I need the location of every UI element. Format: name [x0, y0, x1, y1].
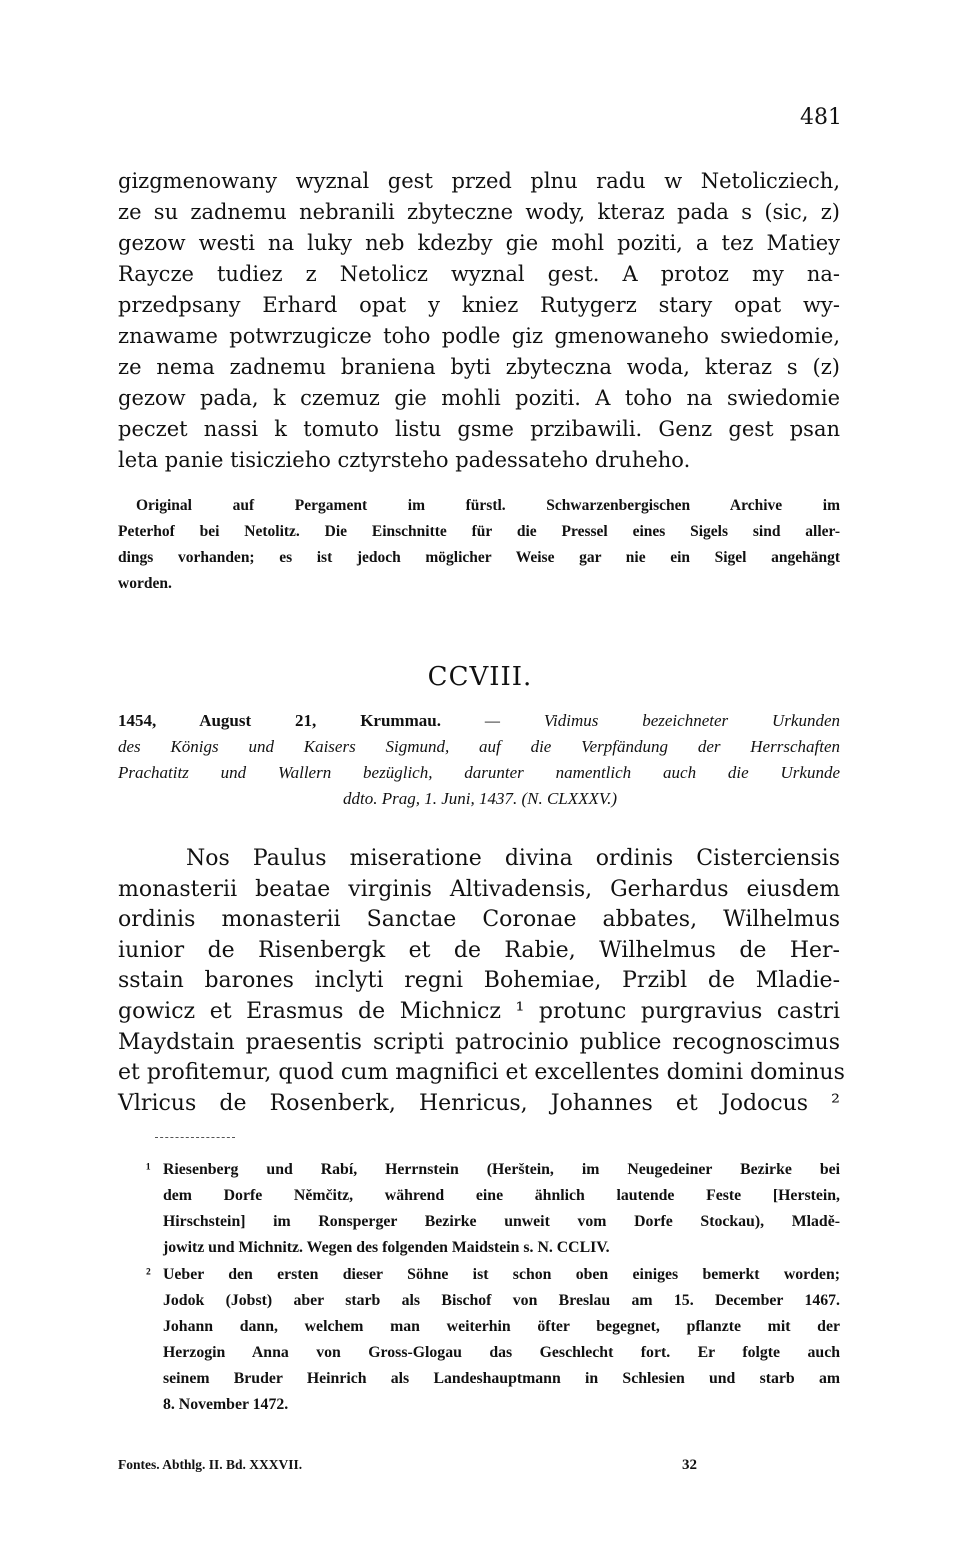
document-heading: CCVIII. [427, 662, 533, 692]
regest-line: des Königs und Kaisers Sigmund, auf die Verpfändung der Herrschaften [118, 737, 840, 756]
regest-title-start: — Vidimus bezeichneter Urkunden [440, 711, 841, 730]
footnote-line: Riesenberg und Rabí, Herrnstein (Herštein, im Neugedeiner Bezirke bei [163, 1161, 840, 1178]
body-line: peczet nassi k tomuto listu gsme przibawili. Genz gest psan [118, 417, 840, 441]
archive-note-line: worden. [118, 575, 172, 592]
latin-line: sstain barones inclyti regni Bohemiae, Przibl de Mladie- [118, 968, 840, 993]
footer-series: Fontes. Abthlg. II. Bd. XXXVII. [118, 1457, 303, 1472]
archive-note-line: Original auf Pergament im fürstl. Schwarzenbergischen Archive im [136, 497, 840, 514]
body-line: znawame potwrzugicze toho podle giz gmenowaneho swiedomie, [118, 324, 840, 348]
latin-line: Nos Paulus miseratione divina ordinis Cisterciensis [186, 846, 840, 871]
footnote-divider [155, 1137, 235, 1138]
footnote-marker: ² [146, 1266, 151, 1283]
regest-line: ddto. Prag, 1. Juni, 1437. (N. CLXXXV.) [342, 789, 618, 808]
body-line: gezow westi na luky neb kdezby gie mohl poziti, a tez Matiey [118, 231, 840, 255]
footnote-line: Johann dann, welchem man weiterhin öfter begegnet, pflanzte mit der [163, 1318, 840, 1335]
archive-note-line: Peterhof bei Netolitz. Die Einschnitte für die Pressel eines Sigels sind aller- [118, 523, 840, 540]
latin-line: iunior de Risenbergk et de Rabie, Wilhelmus de Her- [118, 938, 840, 963]
regest-line [118, 708, 840, 734]
latin-line: Vlricus de Rosenberk, Henricus, Johannes et Jodocus ² [118, 1091, 840, 1116]
footer-signature: 32 [682, 1457, 697, 1473]
footnote-line: seinem Bruder Heinrich als Landeshauptmann in Schlesien und starb am [163, 1370, 840, 1387]
body-line: Raycze tudiez z Netolicz wyznal gest. A protoz my na- [118, 262, 840, 286]
page-number: 481 [800, 105, 842, 130]
footnote-line: Herzogin Anna von Gross-Glogau das Geschlecht fort. Er folgte auch [163, 1344, 840, 1361]
footnote-line: jowitz und Michnitz. Wegen des folgenden Maidstein s. N. CCLIV. [163, 1239, 610, 1256]
latin-line: Maydstain praesentis scripti patrocinio publice recognoscimus [118, 1030, 840, 1055]
footnote-marker: ¹ [146, 1161, 151, 1178]
footnote-line: Hirschstein] im Ronsperger Bezirke unweit vom Dorfe Stockau), Mladě- [163, 1213, 840, 1230]
archive-note-line: dings vorhanden; es ist jedoch möglicher Weise gar nie ein Sigel angehängt [118, 549, 840, 566]
body-line: ze su zadnemu nebranili zbyteczne wody, kteraz pada s (sic, z) [118, 200, 840, 224]
body-line: gizgmenowany wyznal gest przed plnu radu w Netolicziech, [118, 169, 840, 193]
footnote-line: 8. November 1472. [163, 1396, 289, 1413]
body-line: leta panie tisiczieho cztyrsteho padessateho druheho. [118, 448, 691, 472]
latin-line: gowicz et Erasmus de Michnicz ¹ protunc purgravius castri [118, 999, 840, 1024]
regest-line: Prachatitz und Wallern bezüglich, darunter namentlich auch die Urkunde [118, 763, 840, 782]
regest-date-place: 1454, August 21, Krummau. [118, 711, 441, 730]
body-line: przedpsany Erhard opat y kniez Rutygerz stary opat wy- [118, 293, 840, 317]
body-line: ze nema zadnemu braniena byti zbyteczna woda, kteraz s (z) [118, 355, 840, 379]
latin-line: monasterii beatae virginis Altivadensis, Gerhardus eiusdem [118, 877, 840, 902]
footnote-line: dem Dorfe Němčitz, während eine ähnlich lautende Feste [Herstein, [163, 1187, 840, 1204]
latin-line: et profitemur, quod cum magnifici et excellentes domini dominus [118, 1060, 845, 1085]
footnote-line: Ueber den ersten dieser Söhne ist schon oben einiges bemerkt worden; [163, 1266, 840, 1283]
latin-line: ordinis monasterii Sanctae Coronae abbates, Wilhelmus [118, 907, 840, 932]
body-line: gezow pada, k czemuz gie mohli poziti. A toho na swiedomie [118, 386, 840, 410]
footnote-line: Jodok (Jobst) aber starb als Bischof von Breslau am 15. December 1467. [163, 1292, 840, 1309]
